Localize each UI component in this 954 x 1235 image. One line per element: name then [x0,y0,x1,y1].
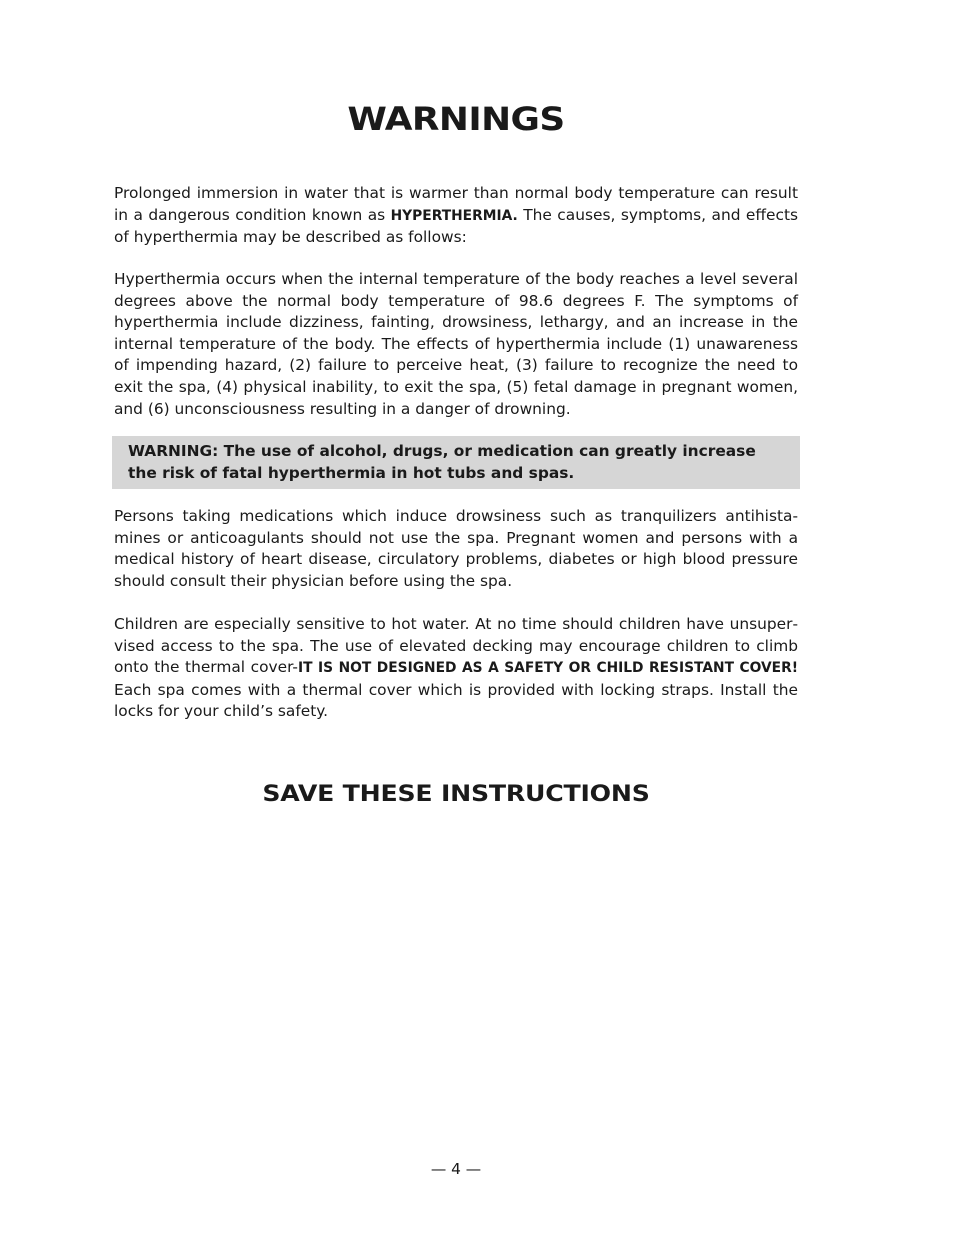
page-number: — 4 — [430,1160,482,1178]
page-title: WARNINGS [347,100,565,138]
intro-text-start: Prolonged immersion in water that is warmer than normal body temperature can result in a dangerous condition known as [114,184,798,224]
hyperthermia-term: HYPERTHERMIA. [390,207,518,224]
medication-paragraph: Persons taking medications which induce drowsiness such as tranquilizers antihistamines or anticoagulants should not use the spa. Pregnant women and persons with a medical history of heart disease, circulatory problems, diabetes or high blood pressure should consult their physician before using the spa. [114,507,798,590]
children-text-start: Children are especially sensitive to hot water. At no time should children have unsupervised access to the spa. The use of elevated decking may encourage children to climb onto the thermal cover- [114,615,798,677]
hyperthermia-paragraph: Hyperthermia occurs when the internal temperature of the body reaches a level several degrees above the normal body temperature of 98.6 degrees F. The symptoms of hyperthermia include dizziness, fainting, drowsiness, lethargy, and an increase in the internal temperature of the body. The effects of hyperthermia include (1) unawareness of impending hazard, (2) failure to perceive heat, (3) failure to recognize the need to exit the spa, (4) physical inability, to exit the spa, (5) fetal damage in pregnant women, and (6) unconsciousness resulting in a danger of drowning. [114,270,798,418]
warning-text: WARNING: The use of alcohol, drugs, or medication can greatly increase the risk of fatal hyperthermia in hot tubs and spas. [128,442,756,482]
cover-warning: IT IS NOT DESIGNED AS A SAFETY OR CHILD RESISTANT COVER! [298,660,799,677]
warning-box [112,436,800,489]
intro-paragraph [114,183,798,249]
save-instructions-heading: SAVE THESE INSTRUCTIONS [262,781,650,807]
intro-text-end: The causes, symptoms, and effects of hyperthermia may be described as follows: [114,205,798,247]
children-text-end: Each spa comes with a thermal cover which is provided with locking straps. Install the locks for your child’s safety. [114,680,798,721]
children-paragraph [114,614,798,723]
